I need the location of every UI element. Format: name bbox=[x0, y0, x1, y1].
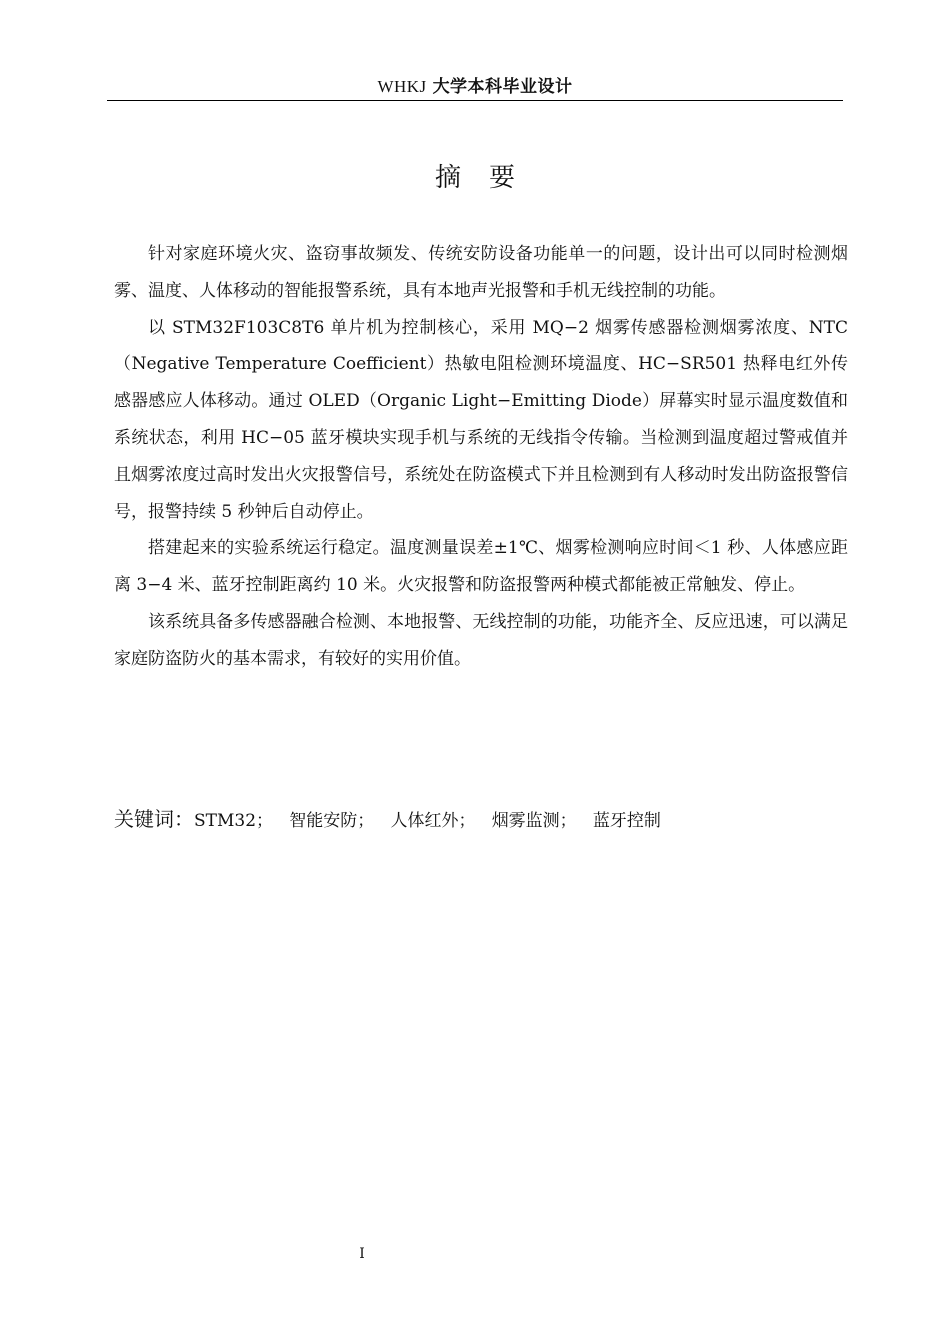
header-latin: WHKJ bbox=[377, 77, 427, 96]
abstract-paragraph-1: 针对家庭环境火灾、盗窃事故频发、传统安防设备功能单一的问题，设计出可以同时检测烟雾、温度、人体移动的智能报警系统，具有本地声光报警和手机无线控制的功能。 bbox=[114, 244, 848, 301]
abstract-paragraph-3: 搭建起来的实验系统运行稳定。温度测量误差±1℃、烟雾检测响应时间＜1 秒、人体感应距离 3−4 米、蓝牙控制距离约 10 米。火灾报警和防盗报警两种模式都能被正常触发、停止。 bbox=[114, 538, 848, 596]
keyword-item: 智能安防； bbox=[289, 811, 375, 831]
abstract-title: 摘要 bbox=[434, 163, 543, 193]
keyword-item: STM32； bbox=[194, 811, 274, 831]
page-number: I bbox=[359, 1246, 365, 1262]
keywords-label: 关键词： bbox=[114, 807, 194, 831]
header-title: 大学本科毕业设计 bbox=[432, 77, 573, 97]
running-header bbox=[107, 76, 843, 98]
keyword-item: 蓝牙控制 bbox=[592, 811, 661, 831]
abstract-paragraph-4: 该系统具备多传感器融合检测、本地报警、无线控制的功能，功能齐全、反应迅速，可以满足家庭防盗防火的基本需求，有较好的实用价值。 bbox=[114, 611, 848, 669]
abstract-body bbox=[114, 236, 848, 678]
keyword-item: 人体红外； bbox=[390, 811, 476, 831]
abstract-paragraph-2: 以 STM32F103C8T6 单片机为控制核心，采用 MQ−2 烟雾传感器检测烟雾浓度、NTC（Negative Temperature Coefficient）热敏电阻检测环境温度、HC−SR501 热释电红外传感器感应人体移动。通过 OLED（Organic Light−Emitting Diode）屏幕实时显示温度数值和系统状态，利用 HC−05 蓝牙模块实现手机与系统的无线指令传输。当检测到温度超过警戒值并且烟雾浓度过高时发出火灾报警信号，系统处在防盗模式下并且检测到有人移动时发出防盗报警信号，报警持续 5 秒钟后自动停止。 bbox=[114, 317, 848, 522]
keywords-line bbox=[114, 804, 848, 836]
header-rule bbox=[107, 100, 843, 101]
keyword-item: 烟雾监测； bbox=[491, 811, 577, 831]
